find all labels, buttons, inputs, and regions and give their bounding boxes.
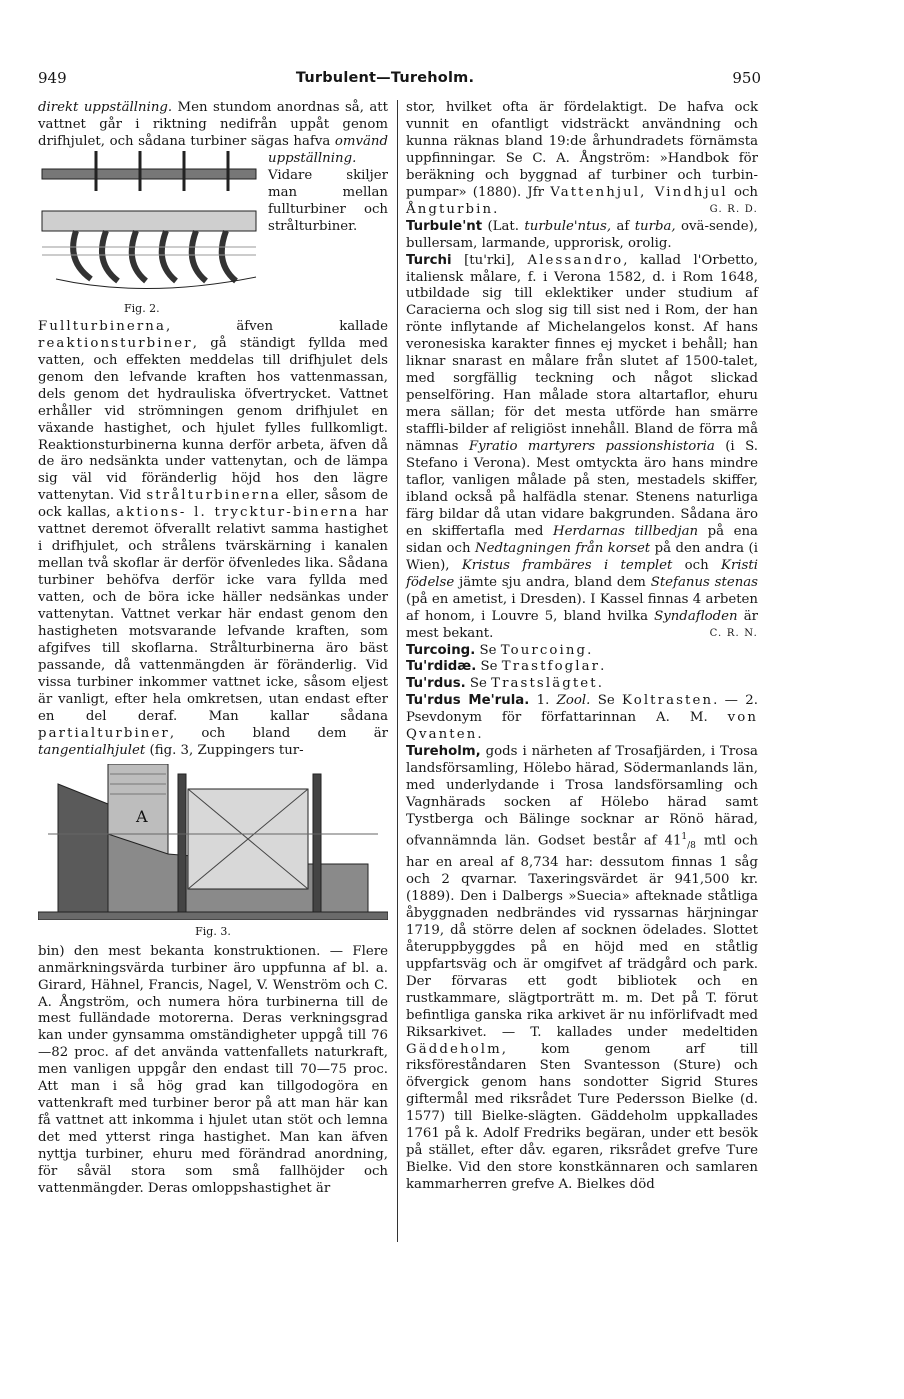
text-run: (Lat. xyxy=(482,218,525,234)
entry-headword: Tu'rdus Me'rula. xyxy=(406,693,530,709)
text-run: 1. xyxy=(529,693,557,709)
text-run: och xyxy=(672,557,722,573)
page-number-right: 950 xyxy=(732,69,761,87)
figure-2 xyxy=(36,151,262,319)
entry-tureholm xyxy=(406,744,758,1194)
text-run: . xyxy=(477,727,482,743)
entry-headword: Tu'rdidæ. xyxy=(406,659,477,675)
turbine-blades-illustration xyxy=(36,151,262,301)
spaced-term: partialturbiner xyxy=(38,725,170,741)
text-run: gods i närheten af Trosafjärden, i Trosa landsförsamling, Hölebo härad, Södermanlands län, med underlydande i Trosa landsförsamling och Vagnhärads socken af Hölebo härad samt Tystberga och Bälinge socknar ar Rönö härad, ofvannämnda län. Godset består af 41 xyxy=(406,744,758,849)
spaced-term: Ångturbin xyxy=(406,201,494,217)
spaced-term: von Qvanten xyxy=(406,710,758,743)
text-run: . xyxy=(493,201,498,217)
figure-3-label: A xyxy=(136,806,148,826)
text-run: . xyxy=(600,659,605,675)
text-run: stor, hvilket ofta är fördelaktigt. De hafva ock vunnit en ofantligt vidsträckt användning och kunna räknas bland 19:de århundradets förnämsta uppfinningar. Se C. A. Ångström: »Handbok för beräkning och byggnad af turbiner och turbin-pumpar» (1880). Jfr xyxy=(406,100,758,200)
cross-reference: Trastfoglar xyxy=(501,659,601,675)
entry-turdus xyxy=(406,676,758,693)
spaced-term: Alessandro xyxy=(527,252,624,268)
text-run: , gå ständigt fyllda med vatten, och effekten meddelas till drifhjulet dels genom den lefvande kraften hos vattenmassan, dels genom det hydrauliska öfvertrycket. Vattnet erhåller vid strömningen genom drifhjulet en växande hastighet, och hjulet fylles fullkomligt. Reaktionsturbinerna kunna derför arbeta, äfven då de äro nedsänkta under vattenytan, och de lämpa sig väl vid föränderlig höjd hos den lägre vattenytan. Vid xyxy=(38,335,388,504)
text-run: mtl och har en areal af 8,734 har: dessutom finnas 1 såg och 2 qvarnar. Taxeringsvärdet är 941,500 kr. (1889). Den i Dalbergs »Suecia» afteknade ståtliga åbyggnaden nedbrändes vid ryssarnas härjningar 1719, då större delen af socknen ödelades. Slottet återuppbyggdes på en höjd med en ståtlig uppfartsväg och är omgifvet af trädgård och park. Der förvaras ett godt bibliotek och en rustkammare, slägtporträtt m. m. Det på T. förut befintliga ganska rika arkivet är nu införlifvadt med Riksarkivet. — T. kallades under medeltiden xyxy=(406,833,758,1040)
italic-term: turbule'ntus, xyxy=(524,218,612,234)
text-run: jämte sju andra, bland dem xyxy=(454,574,651,590)
text-run: (på en ametist, i Dresden). I Kassel finnas 4 arbeten af honom, i Louvre 5, bland hvilka xyxy=(406,591,758,624)
italic-term: Herdarnas tillbedjan xyxy=(552,523,699,539)
author-signature: C. R. N. xyxy=(709,627,758,639)
turbine-paragraph-end xyxy=(406,100,758,219)
italic-term: tangentialhjulet xyxy=(38,742,146,758)
text-run: . xyxy=(597,676,602,692)
text-run: Vidare skiljer man mellan fullturbiner och strålturbiner. xyxy=(268,167,388,234)
text-run: , kallad l'Orbetto, italiensk målare, f. i Verona 1582, d. i Rom 1648, utbildade sig till eklektiker under studium af Caracierna och slog sig till sist ned i Rom, der han rönte inflytande af Michelangelos konst. Af hans veronesiska karakter finnes ej mycket i behåll; han liknar snarast en målare från slutet af 1500-talet, med sorgfällig teckning och något slickad penselföring. Han målade stora altartaflor, ehuru mera sällan; för det mesta utförde han smärre staffli-bilder af religiöst innehåll. Bland de förra må nämnas xyxy=(406,252,758,455)
text-run: ovä-sende), bullersam, larmande, upprorisk, orolig. xyxy=(406,218,759,251)
italic-term: turba, xyxy=(634,218,676,234)
italic-term: Kristi födelse xyxy=(406,557,758,590)
tangential-wheel-illustration xyxy=(38,764,388,920)
text-run: Se xyxy=(465,676,492,692)
text-run: har vattnet deremot öfverallt relativt samma hastighet i drifhjulet, och strålens tvärskärning i kanalen mellan två skoflar är derför öfvenledes lika. Sådana turbiner behöfva derför icke vara fyllda med vatten, och de böra icke häller nedsänkas under vattenytan. Vattnet verkar här endast genom den hastigheten motsvarande lefvande kraften, som afgifves till skoflarna. Strålturbinerna äro bäst passande, då vattenmängden är föränderlig. Vid vissa turbiner inkommer vattnet icke, såsom eljest är vanligt, efter hela omkretsen, utan endast efter en del deraf. Man kallar sådana xyxy=(38,505,389,724)
spaced-term: Gäddeholm xyxy=(406,1041,502,1057)
spaced-term: Fullturbinerna xyxy=(38,318,167,334)
figure-2-caption: Fig. 2. xyxy=(124,301,160,315)
figure-3 xyxy=(38,764,388,940)
text-run: . — 2. Psevdonym för författarinnan A. M. xyxy=(406,693,758,726)
entry-turdidae xyxy=(406,659,758,676)
right-column xyxy=(406,100,758,1194)
entry-turbulent xyxy=(406,219,758,253)
italic-term: Kristus frambäres i templet xyxy=(461,557,673,573)
column-divider xyxy=(397,100,398,1242)
fraction-denominator: /8 xyxy=(687,841,696,852)
spaced-term: Vattenhjul, Vindhjul xyxy=(550,184,728,200)
figure-3-caption: Fig. 3. xyxy=(195,924,231,938)
entry-headword: Turchi xyxy=(406,252,452,268)
entry-headword: Tureholm, xyxy=(406,744,481,760)
entry-turcoing xyxy=(406,643,758,660)
entry-headword: Tu'rdus. xyxy=(406,676,466,692)
text-run: är mest bekant. xyxy=(406,608,758,641)
cross-reference: Trastslägtet xyxy=(491,676,598,692)
text-run: af xyxy=(611,218,635,234)
text-run: , och bland dem är xyxy=(169,725,388,741)
turbine-paragraph-continued: bin) den mest bekanta konstruktionen. — Flere anmärkningsvärda turbiner äro uppfunna af bl. a. Girard, Hähnel, Francis, Nagel, V. Wenström och C. A. Ångström, och numera höra turbinerna till de mest fulländade motorerna. Deras verkningsgrad kan under gynsamma omständigheter uppgå till 76—82 proc. af det använda vattenfallets naturkraft, men vanligen uppgår den endast till 70—75 proc. Att man i så hög grad kan tillgodogöra en vattenkraft med turbiner beror på att man här kan få vattnet att inkomma i hjulet utan stöt och lemna det med ytterst ringa hastighet. Man kan äfven nyttja turbiner, ehuru med förändrad anordning, för såväl stora som små fallhöjder och vattenmängder. Deras omloppshastighet är xyxy=(38,943,388,1196)
page-number-left: 949 xyxy=(38,69,67,87)
text-run: eller, såsom de ock kallas, xyxy=(38,488,388,521)
entry-turchi xyxy=(406,253,758,643)
cross-reference: Koltrasten xyxy=(622,693,714,709)
spaced-term: reaktionsturbiner xyxy=(38,335,193,351)
page-running-title: Turbulent—Tureholm. xyxy=(295,70,475,86)
italic-term: Fyratio martyrers passionshistoria xyxy=(468,439,715,455)
text-run: , äfven kallade xyxy=(166,318,388,334)
text-run: Se xyxy=(475,642,501,658)
cross-reference: Tourcoing xyxy=(500,642,588,658)
text-run: (i S. Stefano i Verona). Mest omtyckta äro hans mindre taflor, vanligen målade på sten, mestadels skiffer, ibland också på halfädla stenar. Stenens naturliga färg bildar då utan vidare bakgrunden. Sådana äro en skiffertafla med xyxy=(406,439,758,539)
entry-turdus-merula xyxy=(406,693,758,744)
entry-headword: Turbule'nt xyxy=(406,218,483,234)
turbine-paragraph xyxy=(38,100,388,760)
fraction-numerator: 1 xyxy=(681,831,688,842)
left-column xyxy=(38,100,388,1198)
italic-term: direkt uppställning. xyxy=(38,100,173,115)
italic-term: Stefanus stenas xyxy=(650,574,759,590)
text-run: [tu'rki], xyxy=(451,252,528,268)
text-run: på den andra (i Wien), xyxy=(406,540,758,573)
entry-headword: Turcoing. xyxy=(406,642,476,658)
text-run: Men stundom anordnas så, att vattnet går i riktning nedifrån uppåt genom drifhjulet, och sådana turbiner sägas hafva xyxy=(38,100,388,149)
text-run: och xyxy=(727,184,758,200)
italic-term: omvänd uppställning. xyxy=(268,133,388,166)
text-run: , kom genom arf till riksföreståndaren Sten Svantesson (Sture) och öfvergick genom hans sondotter Sigrid Stures giftermål med riksrådet Ture Pedersson Bielke (d. 1577) till Bielke-slägten. Gäddeholm uppkallades 1761 på k. Adolf Fredriks begäran, under ett besök på stället, efter dåv. egaren, riksrådet grefve Ture Bielke. Vid den store konstkännaren och samlaren kammarherren grefve A. Bielkes död xyxy=(406,1041,758,1193)
spaced-term: aktions- l. trycktur-binerna xyxy=(116,505,360,521)
spaced-term: strålturbinerna xyxy=(146,488,281,504)
italic-term: Nedtagningen från korset xyxy=(474,540,651,556)
text-run: på ena sidan och xyxy=(406,523,758,556)
author-signature: G. R. D. xyxy=(709,203,758,215)
text-run: Se xyxy=(590,693,623,709)
italic-term: Syndafloden xyxy=(654,608,738,624)
italic-term: Zool. xyxy=(556,693,591,709)
text-run: Se xyxy=(476,659,502,675)
text-run: . xyxy=(587,642,592,658)
text-run: (fig. 3, Zuppingers tur- xyxy=(145,742,304,758)
